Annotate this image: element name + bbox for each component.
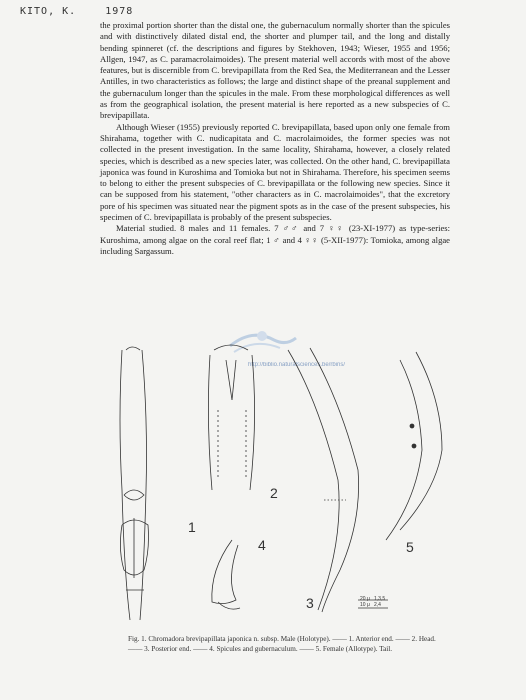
scale-bar-labels (360, 596, 385, 608)
watermark-url: http://biblio.naturalsciences.be/rbins/ (248, 362, 346, 368)
scale-label-2: 2,4 (374, 602, 381, 608)
drawing-female-tail (386, 352, 442, 540)
panel-number-4: 4 (258, 537, 266, 553)
figure-caption: Fig. 1. Chromadora brevipapillata japonica n. subsp. Male (Holotype). —— 1. Anterior end. —— 2. Head. —— 3. Posterior end. —— 4. Spicules and gubernaculum. —— 5. Female (Allotype). Tail. (128, 635, 436, 653)
running-head-year: 1978 (105, 6, 134, 17)
figure-plate (100, 340, 450, 620)
paragraph-continuation: the proximal portion shorter than the distal one, the gubernaculum normally shorter than the spicules and with distinctively dilated distal end, the shorter and plumper tail, and the long and distally bending spinneret (cf. the descriptions and figures by Stekhoven, 1943; Wieser, 1955 and 1956; Allgen, 1947, as C. paramacrolaimoides). The present material well accords with most of the above features, but is discernible from C. brevipapillata from the Red Sea, the Mediterranean and the Lesser Antilles, in two characteristics as follows; the large and distinct shape of the preanal supplement and the gubernaculum longer than the spicules in the male. From these morphological differences as well as from the geographical isolation, the present material is here reported as a new subspecies of C. brevipapillata. (100, 20, 450, 121)
panel-number-5: 5 (406, 539, 414, 555)
body-text (100, 20, 450, 257)
drawing-spicules (212, 540, 240, 609)
running-head (20, 6, 133, 17)
paragraph-material-studied: Material studied. 8 males and 11 females. 7 ♂♂ and 7 ♀♀ (23-XI-1977) as type-series: Kuroshima, among algae on the coral reef flat; 1 ♂ and 4 ♀♀ (5-XII-1977): Tomioka, among algae including Sargassum. (100, 223, 450, 256)
paragraph-wieser-discussion: Although Wieser (1955) previously reported C. brevipapillata, based upon only one female from Shirahama, together with C. nudicapitata and C. macrolaimoides, the former species was not collected in the present investigation. In the same locality, Shirahama, however, a closely related species, which is described as a new species later, was collected. On the other hand, C. brevipapillata japonica was found in Kuroshima and Tomioka but not in Shirahama. Therefore, his specimen seems to belong to either the present subspecies of C. brevipapillata or the following new species. Since it can be supposed from his statement, "other characters as in C. macrolaimoides", that the excretory pore of his specimen was situated near the pigment spots as in the case of the present subspecies, his specimen of C. brevipapillata is probably of the present subspecies. (100, 121, 450, 223)
scale-value-2: 10 μ (360, 602, 370, 608)
panel-number-3: 3 (306, 595, 314, 611)
drawing-posterior-end (288, 348, 359, 612)
drawing-head (208, 345, 254, 490)
panel-number-1: 1 (188, 519, 196, 535)
panel-number-2: 2 (270, 485, 278, 501)
scale-label-1: 1,3,5 (374, 596, 386, 602)
nematode-drawings (100, 340, 450, 620)
drawing-anterior-end (120, 347, 149, 620)
running-head-author: KITO, K. (20, 6, 77, 17)
scale-value-1: 20 μ (360, 596, 370, 602)
